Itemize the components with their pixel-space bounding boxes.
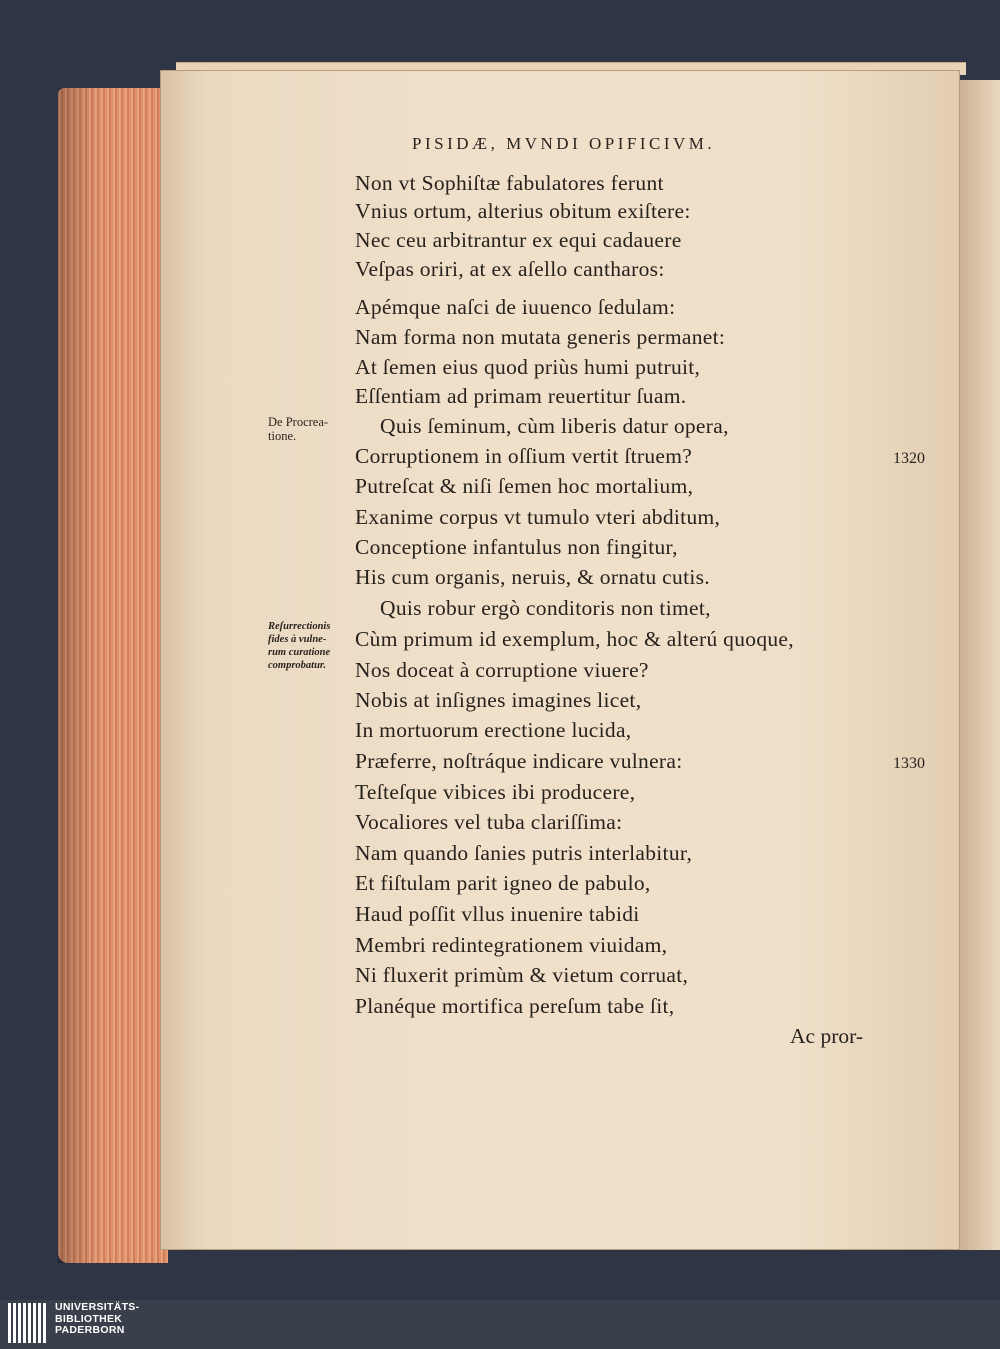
margin-note-line: Reſurrectionis — [268, 621, 331, 632]
verse-line: Planéque mortifica pereſum tabe ſit, — [355, 994, 675, 1018]
margin-note-line: tione. — [268, 429, 297, 443]
margin-note-line: fides à vulne- — [268, 634, 327, 645]
verse-line: Apémque naſci de iuuenco ſedulam: — [355, 295, 676, 319]
margin-note-line: comprobatur. — [268, 660, 327, 671]
verse-line: Et fiſtulam parit igneo de pabulo, — [355, 871, 651, 895]
verse-line: Nec ceu arbitrantur ex equi cadauere — [355, 228, 682, 252]
margin-note-resurrectionis — [268, 620, 330, 672]
verse-line: Nam quando ſanies putris interlabitur, — [355, 841, 693, 865]
verse-line: Nos doceat à corruptione viuere? — [355, 658, 649, 682]
verse-line: Eſſentiam ad primam reuertitur ſuam. — [355, 384, 687, 408]
verse-line: Haud poſſit vllus inuenire tabidi — [355, 902, 640, 926]
verse-line: His cum organis, neruis, & ornatu cutis. — [355, 565, 710, 589]
verse-line: Quis robur ergò conditoris non timet, — [380, 596, 711, 620]
verse-line: Cùm primum id exemplum, hoc & alterú quoque, — [355, 627, 794, 651]
line-number: 1330 — [893, 755, 925, 772]
margin-note-procreatione — [268, 415, 328, 443]
verse-line: Nobis at inſignes imagines licet, — [355, 688, 642, 712]
verse-line: In mortuorum erectione lucida, — [355, 718, 632, 742]
logo-line: PADERBORN — [55, 1324, 125, 1336]
verse-line: At ſemen eius quod priùs humi putruit, — [355, 355, 701, 379]
verse-line: Præferre, noſtráque indicare vulnera: — [355, 749, 683, 773]
logo-line: BIBLIOTHEK — [55, 1312, 123, 1325]
catchword: Ac pror- — [790, 1024, 863, 1048]
verse-line: Vocaliores vel tuba clariſſima: — [355, 810, 623, 834]
verse-line: Nam forma non mutata generis permanet: — [355, 325, 726, 349]
footer-bar — [0, 1300, 1000, 1349]
verse-line: Conceptione infantulus non fingitur, — [355, 535, 678, 559]
verse-line: Vnius ortum, alterius obitum exiſtere: — [355, 199, 691, 223]
verse-line: Corruptionem in oſſium vertit ſtruem? — [355, 444, 693, 468]
verse-line: Teſteſque vibices ibi producere, — [355, 780, 636, 804]
margin-note-line: De Procrea- — [268, 415, 329, 429]
logo-line: UNIVERSITÄTS- — [55, 1301, 140, 1313]
library-logo-text — [55, 1302, 139, 1337]
verse-line: Quis ſeminum, cùm liberis datur opera, — [380, 414, 729, 438]
margin-note-line: rum curatione — [268, 647, 331, 658]
verse-line: Exanime corpus vt tumulo vteri abditum, — [355, 505, 721, 529]
facing-page-edge — [955, 80, 1000, 1250]
verse-line: Membri redintegrationem viuidam, — [355, 933, 668, 957]
fore-edge-shadow — [58, 88, 98, 1263]
library-logo-icon — [8, 1303, 50, 1343]
verse-line: Non vt Sophiſtæ fabulatores ferunt — [355, 171, 664, 195]
verse-line: Ni fluxerit primùm & vietum corruat, — [355, 963, 689, 987]
line-number: 1320 — [893, 450, 925, 467]
verse-line: Putreſcat & niſi ſemen hoc mortalium, — [355, 474, 694, 498]
verse-line: Veſpas oriri, at ex aſello cantharos: — [355, 257, 665, 281]
running-header: PISIDÆ, MVNDI OPIFICIVM. — [412, 134, 716, 153]
